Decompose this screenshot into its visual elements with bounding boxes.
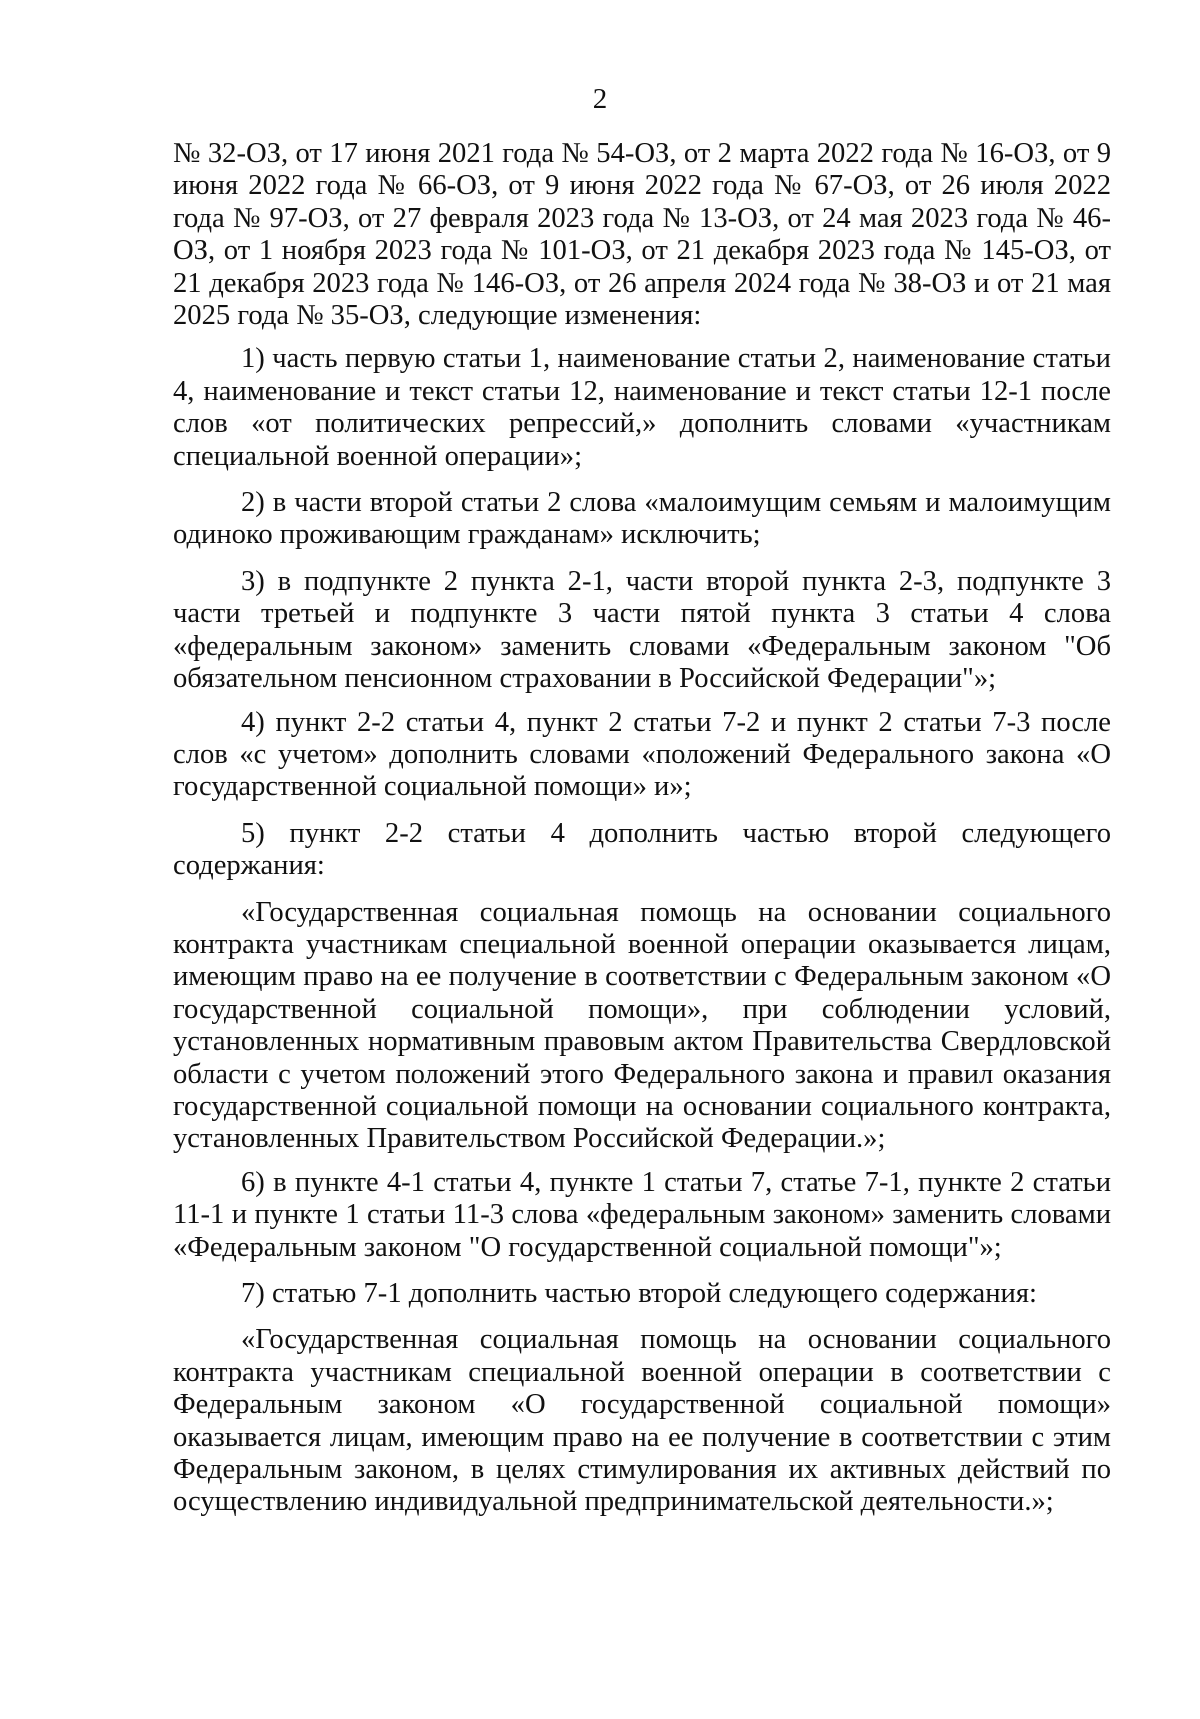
paragraph-item-3: 3) в подпункте 2 пункта 2-1, части второй пункта 2-3, подпункте 3 части третьей и подпункте 3 части пятой пункта 3 статьи 4 слова «федеральным законом» заменить словами «Федеральным законом "Об обязательном пенсионном страховании в Российской Федерации"»; — [173, 565, 1111, 695]
paragraph-continuation: № 32-ОЗ, от 17 июня 2021 года № 54-ОЗ, от 2 марта 2022 года № 16-ОЗ, от 9 июня 2022 года № 66-ОЗ, от 9 июня 2022 года № 67-ОЗ, от 26 июля 2022 года № 97-ОЗ, от 27 февраля 2023 года № 13-ОЗ, от 24 мая 2023 года № 46-ОЗ, от 1 ноября 2023 года № 101-ОЗ, от 21 декабря 2023 года № 145-ОЗ, от 21 декабря 2023 года № 146-ОЗ, от 26 апреля 2024 года № 38-ОЗ и от 21 мая 2025 года № 35-ОЗ, следующие изменения: — [173, 138, 1111, 332]
paragraph-quote-2: «Государственная социальная помощь на основании социального контракта участникам специальной военной операции в соответствии с Федеральным законом «О государственной социальной помощи» оказывается лицам, имеющим право на ее получение в соответствии с этим Федеральным законом, в целях стимулирования их активных действий по осуществлению индивидуальной предпринимательской деятельности.»; — [173, 1324, 1111, 1518]
page-number: 2 — [592, 83, 608, 115]
paragraph-item-1: 1) часть первую статьи 1, наименование статьи 2, наименование статьи 4, наименование и текст статьи 12, наименование и текст статьи 12-1 после слов «от политических репрессий,» дополнить словами «участникам специальной военной операции»; — [173, 343, 1111, 472]
paragraph-item-7: 7) статью 7-1 дополнить частью второй следующего содержания: — [241, 1278, 1037, 1309]
document-body — [173, 138, 1111, 1519]
paragraph-quote-1: «Государственная социальная помощь на основании социального контракта участникам специальной военной операции оказывается лицам, имеющим право на ее получение в соответствии с Федеральным законом «О государственной социальной помощи», при соблюдении условий, установленных нормативным правовым актом Правительства Свердловской области с учетом положений этого Федерального закона и правил оказания государственной социальной помощи на основании социального контракта, установленных Правительством Российской Федерации.»; — [173, 896, 1111, 1155]
paragraph-item-6: 6) в пункте 4-1 статьи 4, пункте 1 статьи 7, статье 7-1, пункте 2 статьи 11-1 и пункте 1 статьи 11-3 слова «федеральным законом» заменить словами «Федеральным законом "О государственной социальной помощи"»; — [173, 1166, 1111, 1263]
paragraph-item-4: 4) пункт 2-2 статьи 4, пункт 2 статьи 7-2 и пункт 2 статьи 7-3 после слов «с учетом» дополнить словами «положений Федерального закона «О государственной социальной помощи» и»; — [173, 706, 1111, 803]
paragraph-item-2: 2) в части второй статьи 2 слова «малоимущим семьям и малоимущим одиноко проживающим гражданам» исключить; — [173, 487, 1111, 551]
paragraph-item-5: 5) пункт 2-2 статьи 4 дополнить частью второй следующего содержания: — [173, 817, 1111, 882]
